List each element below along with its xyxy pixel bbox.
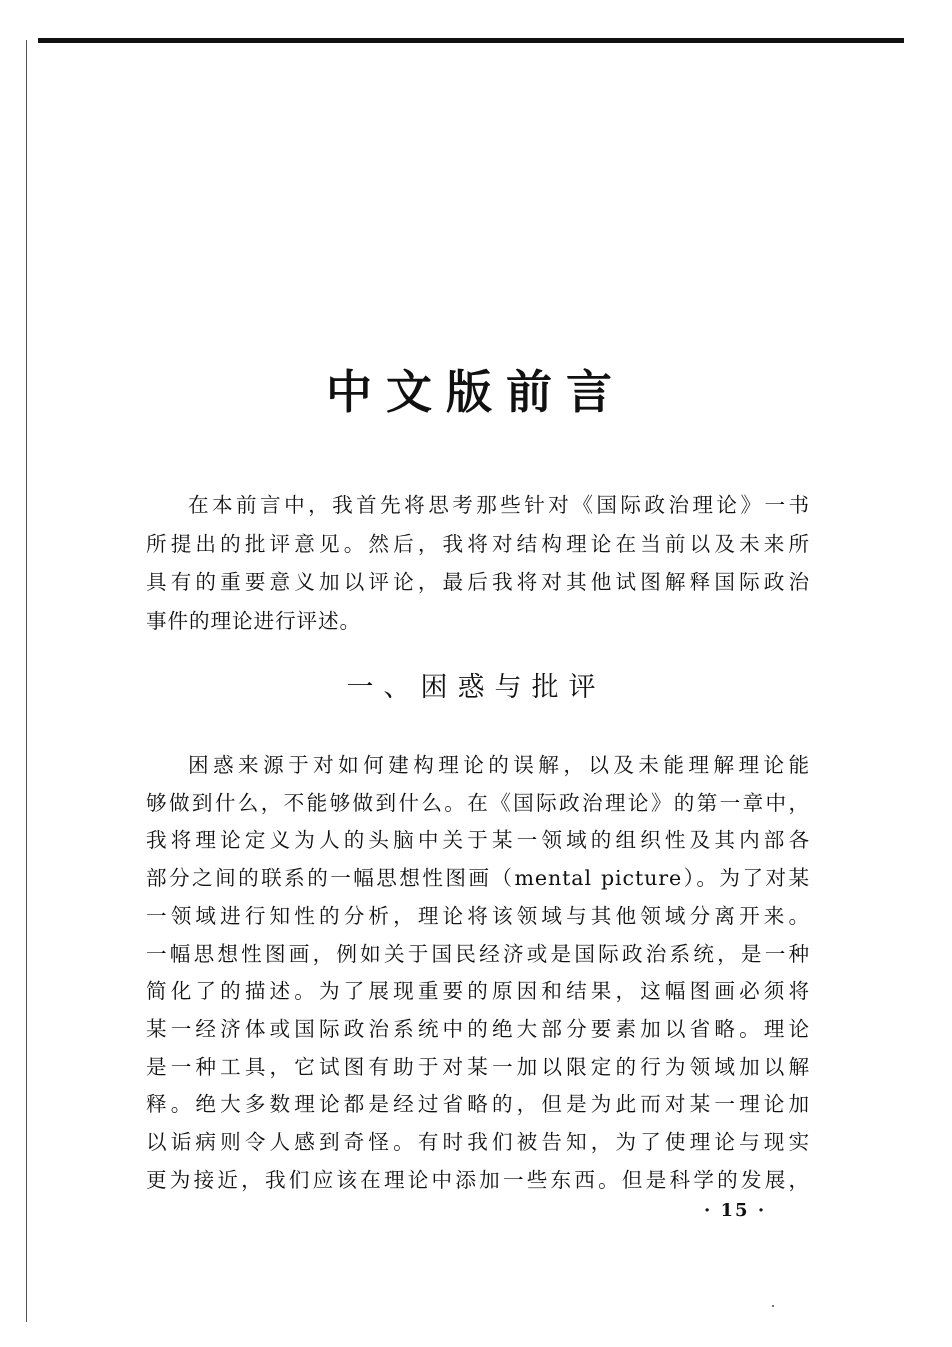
intro-paragraph [146, 486, 810, 640]
paragraph-line: 我将理论定义为人的头脑中关于某一领域的组织性及其内部各 [146, 828, 810, 853]
paragraph-line: 具有的重要意义加以评论，最后我将对其他试图解释国际政治 [146, 570, 810, 594]
paragraph-line: 部分之间的联系的一幅思想性图画（mental picture）。为了对某 [146, 866, 810, 891]
paragraph-line: 事件的理论进行评述。 [146, 608, 361, 633]
paragraph-line: 够做到什么，不能够做到什么。在《国际政治理论》的第一章中， [146, 790, 810, 815]
paragraph-line: 在本前言中，我首先将思考那些针对《国际政治理论》一书 [188, 493, 810, 517]
paragraph-line: 一幅思想性图画，例如关于国民经济或是国际政治系统，是一种 [146, 941, 810, 966]
paragraph-line: 释。绝大多数理论都是经过省略的，但是为此而对某一理论加 [146, 1092, 810, 1117]
section-heading: 一、困惑与批评 [346, 672, 606, 703]
paragraph-line: 简化了的描述。为了展现重要的原因和结果，这幅图画必须将 [146, 979, 810, 1004]
page-number: · 15 · [704, 1200, 767, 1221]
paragraph-line: 所提出的批评意见。然后，我将对结构理论在当前以及未来所 [146, 531, 810, 556]
paragraph-line: 更为接近，我们应该在理论中添加一些东西。但是科学的发展， [146, 1167, 810, 1192]
paragraph-line: 是一种工具，它试图有助于对某一加以限定的行为领域加以解 [146, 1054, 810, 1079]
scan-speck [772, 1305, 774, 1307]
paragraph-line: 某一经济体或国际政治系统中的绝大部分要素加以省略。理论 [146, 1016, 810, 1041]
paragraph-line: 一领域进行知性的分析，理论将该领域与其他领域分离开来。 [146, 903, 810, 928]
paragraph-line: 以诟病则令人感到奇怪。有时我们被告知，为了使理论与现实 [146, 1130, 810, 1155]
page-title: 中文版前言 [326, 365, 626, 419]
section-paragraph [146, 747, 810, 1199]
header-rule [38, 38, 904, 43]
paragraph-line: 困惑来源于对如何建构理论的误解，以及未能理解理论能 [188, 753, 810, 777]
